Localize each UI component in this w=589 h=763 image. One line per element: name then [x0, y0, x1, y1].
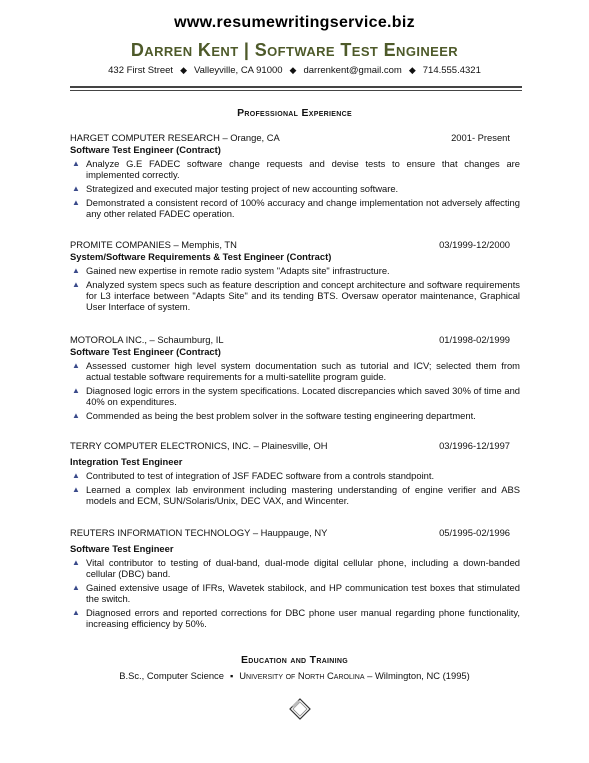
bullet-item: ▲ Assessed customer high level system documentation such as tutorial and ICV; selected them from actual testable software requirements for a multi-satellite program guide. [72, 360, 520, 382]
header-rule-thick [70, 86, 522, 88]
job-company: HARGET COMPUTER RESEARCH – Orange, CA [70, 132, 280, 143]
diamond-separator-icon: ◆ [180, 65, 187, 75]
triangle-bullet-icon: ▲ [72, 583, 80, 592]
job-dates: 03/1996-12/1997 [439, 440, 510, 451]
job-entry [70, 239, 520, 315]
education-school: University of North Carolina [239, 670, 365, 681]
job-title: Integration Test Engineer [70, 456, 183, 467]
bullet-item: ▲ Demonstrated a consistent record of 100% accuracy and change implementation not adversely affecting any other related FADEC operation. [72, 197, 520, 219]
job-company: REUTERS INFORMATION TECHNOLOGY – Hauppauge, NY [70, 527, 328, 538]
bullet-item: ▲ Analyzed system specs such as feature description and concept architecture and software requirements for L3 interface between "Adapts Site" and its tending BTS. Oversaw operator maintenance, Graphical User Interface of system. [72, 279, 520, 312]
bullet-item: ▲ Gained new expertise in remote radio system "Adapts site" infrastructure. [72, 265, 390, 276]
job-dates: 05/1995-02/1996 [439, 527, 510, 538]
triangle-bullet-icon: ▲ [72, 266, 80, 275]
job-company: PROMITE COMPANIES – Memphis, TN [70, 239, 237, 250]
job-bullets [70, 360, 520, 421]
bullet-item: ▲ Analyze G.E FADEC software change requests and devise tests to ensure that changes are implemented correctly. [72, 158, 520, 180]
diamond-separator-icon: ◆ [408, 65, 416, 75]
job-dates: 01/1998-02/1999 [439, 334, 510, 345]
job-dates: 2001- Present [451, 132, 510, 143]
triangle-bullet-icon: ▲ [72, 485, 80, 494]
bullet-item: ▲ Strategized and executed major testing project of new accounting software. [72, 183, 399, 194]
experience-heading: Professional Experience [237, 107, 352, 119]
job-company: MOTOROLA INC., – Schaumburg, IL [70, 334, 224, 345]
education-line [0, 670, 589, 681]
contact-line [0, 65, 589, 76]
job-entry [70, 527, 520, 632]
job-company: TERRY COMPUTER ELECTRONICS, INC. – Plainesville, OH [70, 440, 328, 451]
job-bullets [70, 265, 520, 312]
triangle-bullet-icon: ▲ [72, 280, 80, 289]
job-bullets [70, 470, 520, 506]
diamond-separator-icon: ◆ [289, 65, 297, 75]
job-bullets [70, 557, 520, 629]
bullet-item: ▲ Diagnosed errors and reported corrections for DBC phone user manual regarding phone functionality, increasing efficiency by 50%. [72, 607, 520, 629]
triangle-bullet-icon: ▲ [72, 386, 80, 395]
triangle-bullet-icon: ▲ [72, 184, 80, 193]
contact-city: Valleyville, CA 91000 [194, 65, 283, 76]
bullet-item: ▲ Vital contributor to testing of dual-band, dual-mode digital cellular phone, including a down-banded cellular (DBC) band. [72, 557, 520, 579]
candidate-name-title: Darren Kent | Software Test Engineer [130, 40, 459, 60]
job-title: Software Test Engineer (Contract) [70, 346, 221, 357]
job-title: Software Test Engineer [70, 543, 174, 554]
job-title: Software Test Engineer (Contract) [70, 144, 221, 155]
bullet-item: ▲ Gained extensive usage of IFRs, Wavetek stabilock, and HP communication test boxes that stimulated the switch. [72, 582, 520, 604]
job-title: System/Software Requirements & Test Engineer (Contract) [70, 251, 332, 262]
education-location: – Wilmington, NC (1995) [367, 670, 470, 681]
square-separator-icon: ▪ [229, 670, 234, 681]
contact-street: 432 First Street [108, 65, 174, 76]
education-degree: B.Sc., Computer Science [119, 670, 224, 681]
triangle-bullet-icon: ▲ [72, 159, 80, 168]
job-entry [70, 334, 520, 424]
triangle-bullet-icon: ▲ [72, 608, 80, 617]
contact-email[interactable]: darrenkent@gmail.com [303, 65, 402, 76]
contact-phone: 714.555.4321 [422, 65, 481, 76]
diamond-logo-icon [289, 698, 311, 720]
triangle-bullet-icon: ▲ [72, 471, 80, 480]
bullet-item: ▲ Learned a complex lab environment including mastering understanding of engine verifier and ABS models and ECM, SUN/Solaris/Unix, DEC VAX, and Wincenter. [72, 484, 520, 506]
bullet-item: ▲ Contributed to test of integration of JSF FADEC software from a controls standpoint. [72, 470, 435, 481]
triangle-bullet-icon: ▲ [72, 198, 80, 207]
triangle-bullet-icon: ▲ [72, 361, 80, 370]
job-entry [70, 440, 520, 509]
website-url: www.resumewritingservice.biz [174, 14, 415, 31]
job-dates: 03/1999-12/2000 [439, 239, 510, 250]
triangle-bullet-icon: ▲ [72, 411, 80, 420]
bullet-item: ▲ Commended as being the best problem solver in the software testing engineering department. [72, 410, 476, 421]
bullet-item: ▲ Diagnosed logic errors in the system specifications. Located discrepancies which saved 30% of time and 40% on expenditures. [72, 385, 520, 407]
job-bullets [70, 158, 520, 219]
education-heading: Education and Training [241, 654, 348, 666]
header-rule-thin [70, 90, 522, 91]
triangle-bullet-icon: ▲ [72, 558, 80, 567]
job-entry [70, 132, 520, 222]
